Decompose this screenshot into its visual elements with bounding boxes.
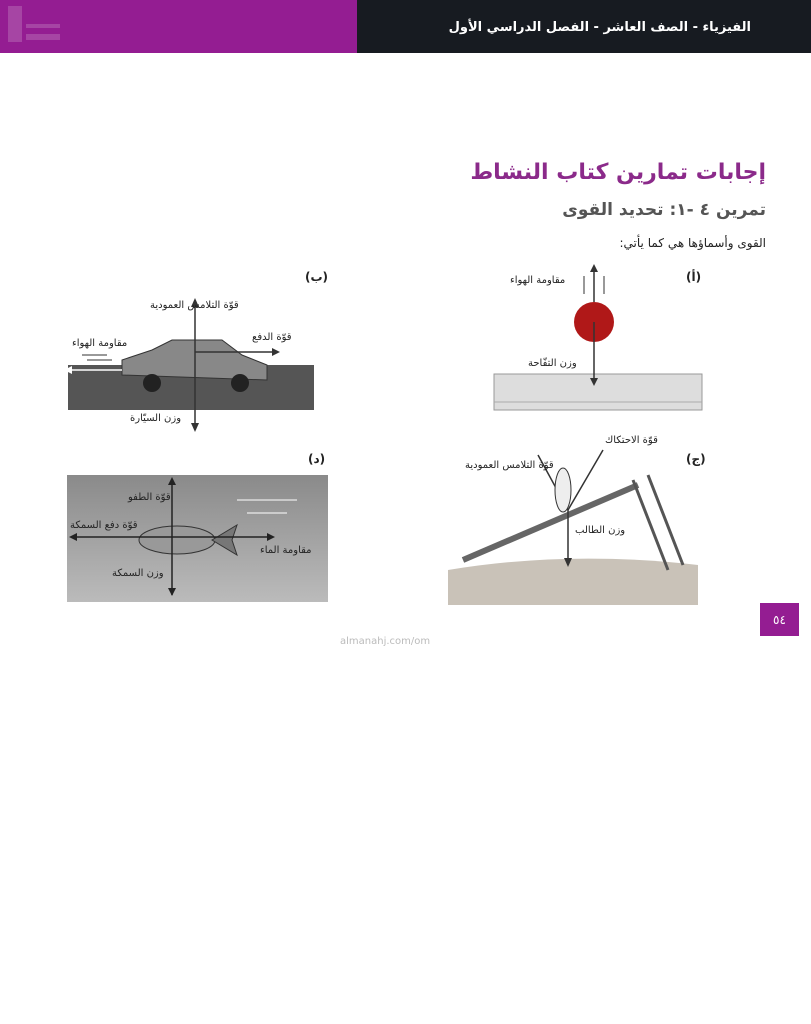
figure-d-tag: (د): [308, 452, 326, 466]
intro-text: القوى وأسماؤها هي كما يأتي:: [619, 236, 766, 250]
header-brand-bar: [0, 0, 357, 53]
label-water-resistance: مقاومة الماء: [260, 545, 312, 556]
fish-illustration: [67, 475, 328, 602]
logo: [4, 4, 64, 44]
label-normal-contact-c: قوّة التلامس العمودية: [465, 460, 554, 471]
watermark: almanahj.com/om: [340, 636, 431, 647]
label-air-resistance-a: مقاومة الهواء: [510, 275, 566, 286]
label-apple-weight: وزن التفّاحة: [528, 358, 577, 369]
car-illustration: [62, 295, 320, 435]
page-number: ٥٤: [760, 603, 799, 636]
header-title: الفيزياء - الصف العاشر - الفصل الدراسي الأول: [448, 20, 751, 35]
label-normal-contact-b: قوّة التلامس العمودية: [150, 300, 239, 311]
figure-a-tag: (أ): [686, 270, 702, 284]
page-heading: إجابات تمارين كتاب النشاط: [470, 160, 766, 185]
label-thrust-b: قوّة الدفع: [252, 332, 292, 343]
label-friction-c: قوّة الاحتكاك: [605, 435, 658, 446]
figure-b-tag: (ب): [305, 270, 329, 284]
label-fish-weight: وزن السمكة: [112, 568, 164, 579]
label-fish-thrust: قوّة دفع السمكة: [70, 520, 138, 531]
figure-c-tag: (ج): [686, 452, 706, 466]
label-car-weight: وزن السيّارة: [130, 413, 182, 424]
exercise-title: تمرين ٤ -١: تحديد القوى: [562, 200, 766, 220]
label-student-weight: وزن الطالب: [575, 525, 626, 536]
label-air-resistance-b: مقاومة الهواء: [72, 338, 128, 349]
label-buoyancy: قوّة الطفو: [128, 492, 171, 503]
